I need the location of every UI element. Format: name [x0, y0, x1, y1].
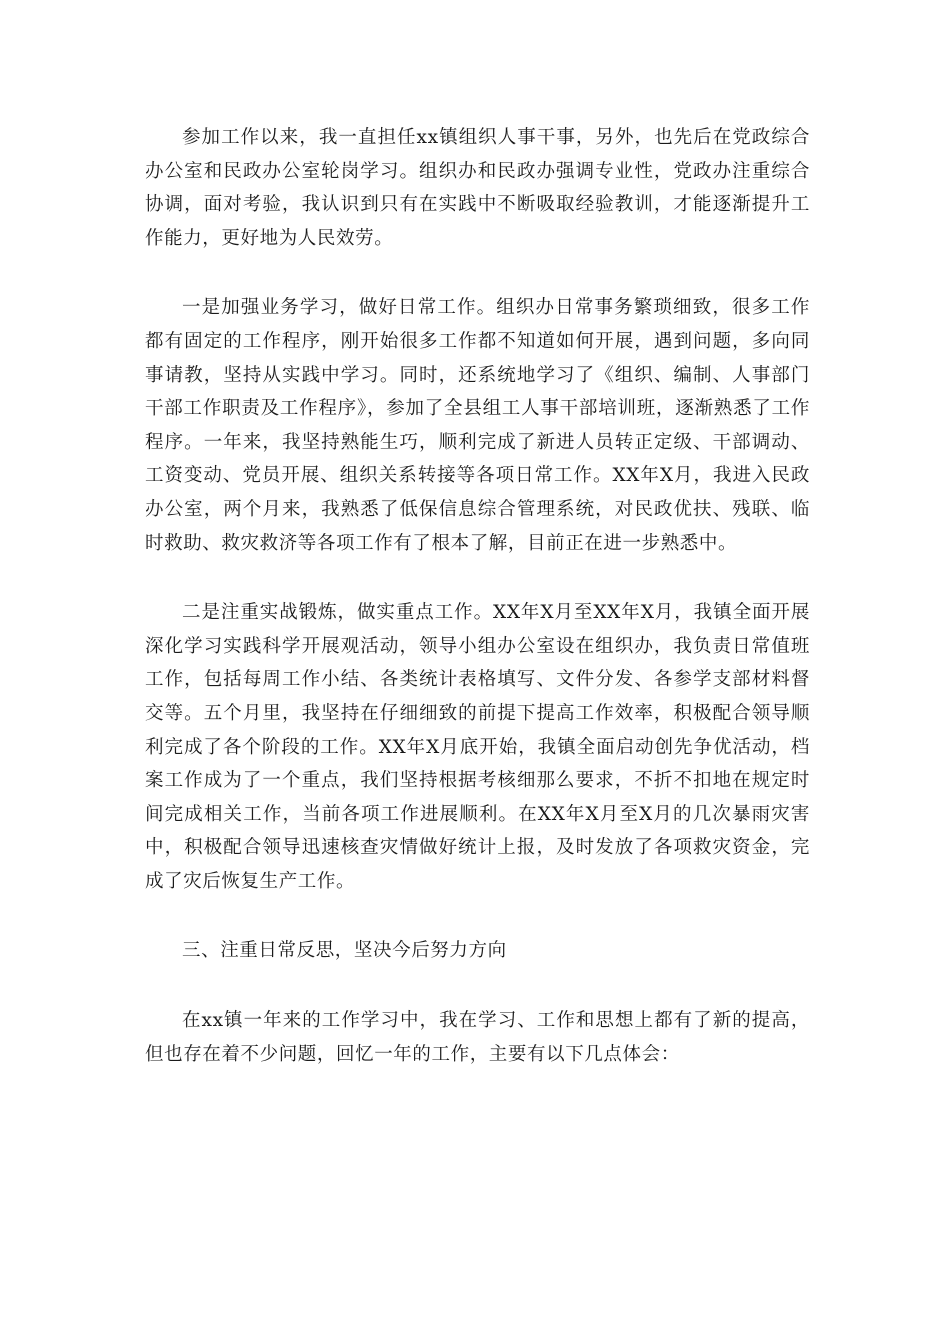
- paragraph-summary: 在xx镇一年来的工作学习中，我在学习、工作和思想上都有了新的提高，但也存在着不少问题，回忆一年的工作，主要有以下几点体会：: [145, 1010, 810, 1065]
- paragraph-practical-training: 二是注重实战锻炼，做实重点工作。XX年X月至XX年X月，我镇全面开展深化学习实践科学开展观活动，领导小组办公室设在组织办，我负责日常值班工作，包括每周工作小结、各类统计表格填写、文件分发、各参学支部材料督交等。五个月里，我坚持在仔细细致的前提下提高工作效率，积极配合领导顺利完成了各个阶段的工作。XX年X月底开始，我镇全面启动创先争优活动，档案工作成为了一个重点，我们坚持根据考核细那么要求，不折不扣地在规定时间完成相关工作，当前各项工作进展顺利。在XX年X月至X月的几次暴雨灾害中，积极配合领导迅速核查灾情做好统计上报，及时发放了各项救灾资金，完成了灾后恢复生产工作。: [145, 602, 810, 892]
- paragraph-intro: 参加工作以来，我一直担任xx镇组织人事干事，另外，也先后在党政综合办公室和民政办公室轮岗学习。组织办和民政办强调专业性，党政办注重综合协调，面对考验，我认识到只有在实践中不断吸取经验教训，才能逐渐提升工作能力，更好地为人民效劳。: [145, 127, 810, 249]
- section-heading-reflection: 三、注重日常反思，坚决今后努力方向: [182, 940, 507, 962]
- document-body: [145, 121, 810, 1071]
- paragraph-business-study: 一是加强业务学习，做好日常工作。组织办日常事务繁琐细致，很多工作都有固定的工作程序，刚开始很多工作都不知道如何开展，遇到问题，多向同事请教，坚持从实践中学习。同时，还系统地学习了《组织、编制、人事部门干部工作职责及工作程序》，参加了全县组工人事干部培训班，逐渐熟悉了工作程序。一年来，我坚持熟能生巧，顺利完成了新进人员转正定级、干部调动、工资变动、党员开展、组织关系转接等各项日常工作。XX年X月，我进入民政办公室，两个月来，我熟悉了低保信息综合管理系统，对民政优扶、残联、临时救助、救灾救济等各项工作有了根本了解，目前正在进一步熟悉中。: [145, 297, 810, 554]
